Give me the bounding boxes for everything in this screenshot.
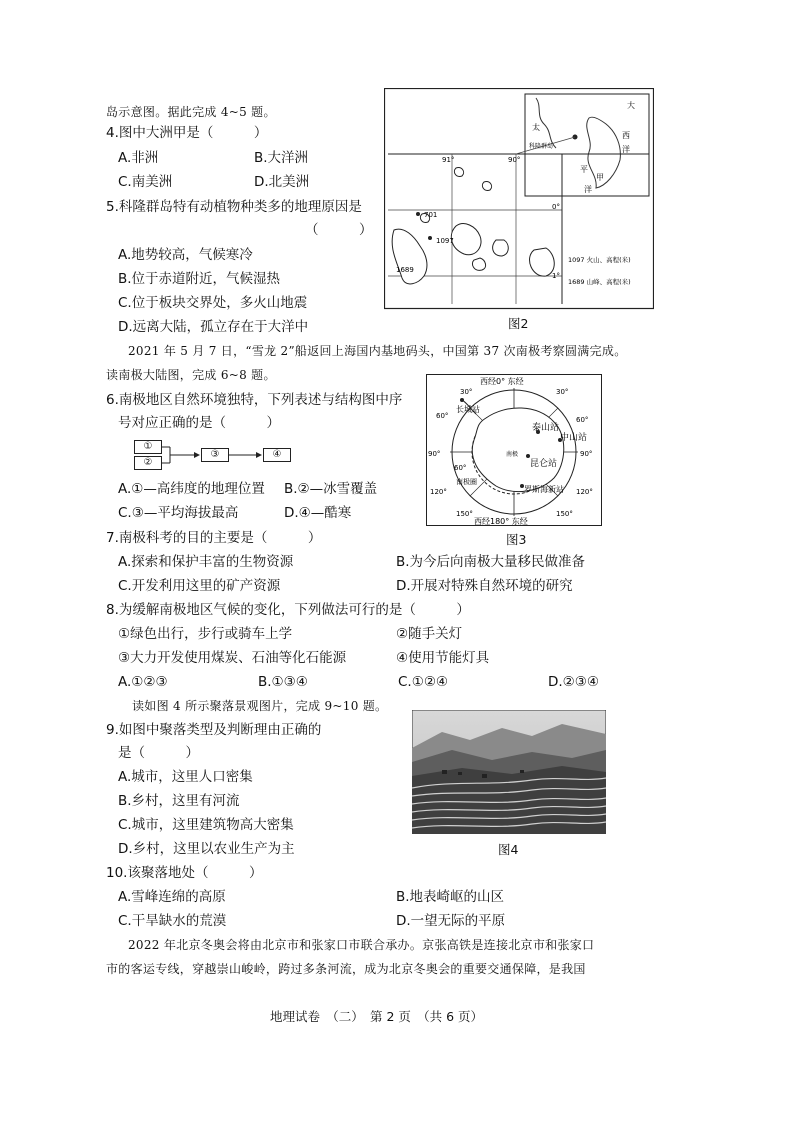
q5-option-b: B.位于赤道附近，气候湿热 — [118, 271, 281, 287]
figure-4-terrace-photo — [412, 710, 606, 834]
fig3-tick-3: 60° — [436, 412, 449, 420]
fig3-tick-6: 90° — [580, 450, 593, 458]
fig3-tick-4: 60° — [576, 416, 589, 424]
fig3-tick-8: 120° — [576, 488, 593, 496]
q8-item-2: ②随手关灯 — [396, 626, 463, 642]
fig3-tick-10: 150° — [556, 510, 573, 518]
q4-option-b: B.大洋洲 — [254, 150, 309, 166]
q8-option-a: A.①②③ — [118, 674, 168, 690]
outro-line1: 2022 年北京冬奥会将由北京市和张家口市联合承办。京张高铁是连接北京市和张家口 — [128, 938, 595, 952]
q7-option-c: C.开发利用这里的矿产资源 — [118, 578, 281, 594]
q9-option-b: B.乡村，这里有河流 — [118, 793, 240, 809]
fig3-tick-2: 30° — [556, 388, 569, 396]
inset-label-8: 科隆群岛 — [529, 143, 554, 150]
q6-structure-diagram — [134, 440, 304, 470]
q5-stem: 5.科隆群岛特有动植物种类多的地理原因是 — [106, 199, 362, 215]
q4-option-d: D.北美洲 — [254, 174, 310, 190]
legend-volcano: 1097 火山、高程(米) — [568, 256, 631, 264]
station-changcheng: 长城站 — [456, 405, 480, 414]
station-taishan: 泰山站 — [532, 423, 560, 433]
intro-q9-10: 读如图 4 所示聚落景观图片，完成 9~10 题。 — [132, 699, 388, 713]
intro-q4-5: 岛示意图。据此完成 4~5 题。 — [106, 105, 276, 119]
q6-stem-line2: 号对应正确的是（ ） — [118, 415, 280, 431]
struct-box-3: ③ — [201, 448, 229, 462]
station-zhongshan: 中山站 — [560, 433, 588, 443]
q4-stem: 4.图中大洲甲是（ ） — [106, 125, 268, 141]
intro-q6-8-line2: 读南极大陆图，完成 6~8 题。 — [106, 368, 276, 382]
inset-label-6: 洋 — [584, 185, 592, 194]
q6-option-b: B.②—冰雪覆盖 — [284, 481, 378, 497]
q9-option-c: C.城市，这里建筑物高大密集 — [118, 817, 294, 833]
q10-stem: 10.该聚落地处（ ） — [106, 865, 263, 881]
lon-91: 91° — [442, 156, 455, 164]
q6-stem-line1: 6.南极地区自然环境独特，下列表述与结构图中序 — [106, 392, 403, 408]
page-footer: 地理试卷 （二） 第 2 页 （共 6 页） — [270, 1009, 484, 1024]
inset-label-3: 洋 — [622, 145, 630, 154]
q4-option-c: C.南美洲 — [118, 174, 173, 190]
q8-stem: 8.为缓解南极地区气候的变化，下列做法可行的是（ ） — [106, 602, 470, 618]
station-ross-sea: 罗斯海新站 — [524, 485, 564, 494]
q7-option-d: D.开展对特殊自然环境的研究 — [396, 578, 573, 594]
lat-0: 0° — [552, 203, 560, 211]
q9-option-a: A.城市，这里人口密集 — [118, 769, 253, 785]
fig3-tick-1: 30° — [460, 388, 473, 396]
q5-paren: （ ） — [305, 222, 373, 238]
q8-item-1: ①绿色出行，步行或骑车上学 — [118, 626, 293, 642]
inset-label-7: 甲 — [596, 173, 604, 182]
station-kunlun: 昆仑站 — [530, 459, 558, 469]
q4-option-a: A.非洲 — [118, 150, 159, 166]
q9-stem-line1: 9.如图中聚落类型及判断理由正确的 — [106, 722, 322, 738]
q8-item-4: ④使用节能灯具 — [396, 650, 490, 666]
elev-1097: 1097 — [436, 237, 454, 245]
inset-label-1: 大 — [627, 101, 635, 110]
q8-item-3: ③大力开发使用煤炭、石油等化石能源 — [118, 650, 347, 666]
inset-label-4: 太 — [532, 123, 540, 132]
lon-90: 90° — [508, 156, 521, 164]
fig3-tick-7: 120° — [430, 488, 447, 496]
q5-option-c: C.位于板块交界处，多火山地震 — [118, 295, 308, 311]
fig3-tick-9: 150° — [456, 510, 473, 518]
q8-option-c: C.①②④ — [398, 674, 449, 690]
q5-option-d: D.远离大陆，孤立存在于大洋中 — [118, 319, 309, 335]
struct-box-4: ④ — [263, 448, 291, 462]
fig3-top-label: 西经0° 东经 — [480, 377, 524, 386]
figure-2-map — [384, 88, 654, 310]
intro-q6-8-line1: 2021 年 5 月 7 日，“雪龙 2”船返回上海国内基地码头，中国第 37 次南极考察圆满完成。 — [128, 344, 627, 358]
q7-stem: 7.南极科考的目的主要是（ ） — [106, 530, 322, 546]
figure-2-caption: 图2 — [508, 316, 529, 331]
inset-label-5: 平 — [580, 165, 588, 174]
fig3-tick-5: 90° — [428, 450, 441, 458]
elev-701: 701 — [424, 211, 438, 219]
antarctic-circle-label: 南极圈 — [456, 478, 477, 486]
q7-option-b: B.为今后向南极大量移民做准备 — [396, 554, 586, 570]
lat-1: 1° — [552, 272, 560, 280]
struct-box-2: ② — [134, 456, 162, 470]
q10-option-c: C.干旱缺水的荒漠 — [118, 913, 227, 929]
south-pole-label: 南极 — [506, 451, 519, 458]
q9-stem-line2: 是（ ） — [118, 745, 199, 761]
q6-option-c: C.③—平均海拔最高 — [118, 505, 239, 521]
fig3-bottom-label: 西经180° 东经 — [474, 517, 528, 526]
struct-box-1: ① — [134, 440, 162, 454]
q8-option-d: D.②③④ — [548, 674, 599, 690]
q8-option-b: B.①③④ — [258, 674, 308, 690]
outro-line2: 市的客运专线，穿越崇山峻岭，跨过多条河流，成为北京冬奥会的重要交通保障，是我国 — [106, 962, 586, 976]
q10-option-d: D.一望无际的平原 — [396, 913, 506, 929]
q9-option-d: D.乡村，这里以农业生产为主 — [118, 841, 295, 857]
q6-option-d: D.④—酷寒 — [284, 505, 352, 521]
q5-option-a: A.地势较高，气候寒冷 — [118, 247, 253, 263]
fig3-tick-11: 60° — [454, 464, 467, 472]
q6-option-a: A.①—高纬度的地理位置 — [118, 481, 265, 497]
q10-option-a: A.雪峰连绵的高原 — [118, 889, 226, 905]
inset-label-2: 西 — [622, 131, 630, 140]
q7-option-a: A.探索和保护丰富的生物资源 — [118, 554, 294, 570]
elev-1689: 1689 — [396, 266, 414, 274]
q10-option-b: B.地表崎岖的山区 — [396, 889, 505, 905]
figure-3-caption: 图3 — [506, 532, 527, 547]
figure-3-antarctica-map — [426, 374, 602, 526]
figure-4-caption: 图4 — [498, 842, 519, 857]
legend-peak: 1689 山峰、高程(米) — [568, 278, 631, 286]
